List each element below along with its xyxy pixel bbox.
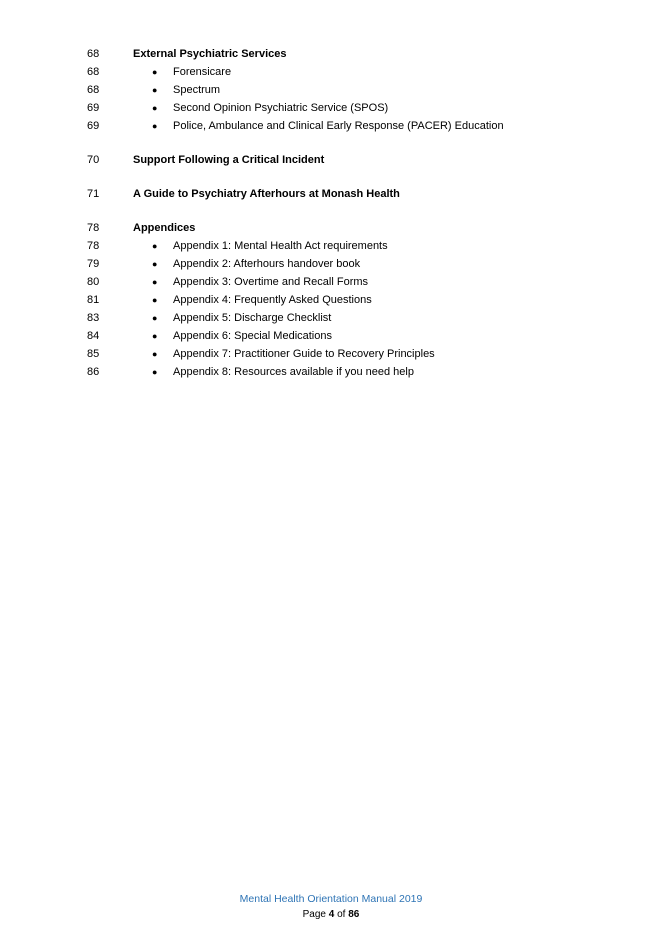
bullet-icon: ● bbox=[152, 349, 158, 359]
toc-page-number: 78 bbox=[87, 222, 100, 234]
toc-item-row bbox=[0, 309, 662, 327]
bullet-icon: ● bbox=[152, 331, 158, 341]
toc-item-label: Appendix 5: Discharge Checklist bbox=[173, 312, 332, 324]
bullet-icon: ● bbox=[152, 367, 158, 377]
toc-section bbox=[0, 151, 662, 169]
page-footer bbox=[0, 892, 662, 922]
toc-section bbox=[0, 185, 662, 203]
toc-item-label: Appendix 6: Special Medications bbox=[173, 330, 332, 342]
toc-item-row bbox=[0, 63, 662, 81]
toc-page-number: 86 bbox=[87, 366, 100, 378]
toc-section-heading: Support Following a Critical Incident bbox=[133, 154, 325, 166]
toc-item-row bbox=[0, 327, 662, 345]
toc-page-number: 68 bbox=[87, 84, 100, 96]
bullet-icon: ● bbox=[152, 295, 158, 305]
bullet-icon: ● bbox=[152, 259, 158, 269]
toc-page-number: 83 bbox=[87, 312, 100, 324]
toc-item-row bbox=[0, 345, 662, 363]
footer-document-title: Mental Health Orientation Manual 2019 bbox=[239, 893, 423, 905]
toc-item-label: Forensicare bbox=[173, 66, 232, 78]
toc-page-number: 85 bbox=[87, 348, 100, 360]
toc-page-number: 70 bbox=[87, 154, 100, 166]
toc-item-label: Appendix 7: Practitioner Guide to Recovery Principles bbox=[173, 348, 435, 360]
bullet-icon: ● bbox=[152, 103, 158, 113]
table-of-contents bbox=[0, 45, 662, 397]
toc-item-label: Appendix 2: Afterhours handover book bbox=[173, 258, 361, 270]
toc-section-heading: A Guide to Psychiatry Afterhours at Monash Health bbox=[133, 188, 400, 200]
toc-item-row bbox=[0, 291, 662, 309]
toc-page-number: 68 bbox=[87, 48, 100, 60]
toc-item-label: Appendix 4: Frequently Asked Questions bbox=[173, 294, 372, 306]
footer-page-prefix: Page bbox=[302, 909, 326, 920]
toc-page-number: 69 bbox=[87, 102, 100, 114]
toc-page-number: 78 bbox=[87, 240, 100, 252]
footer-current-page: 4 bbox=[328, 909, 335, 920]
toc-section-heading: Appendices bbox=[133, 222, 196, 234]
toc-item-row bbox=[0, 273, 662, 291]
toc-item-row bbox=[0, 99, 662, 117]
toc-item-label: Spectrum bbox=[173, 84, 221, 96]
bullet-icon: ● bbox=[152, 313, 158, 323]
toc-item-label: Appendix 8: Resources available if you need help bbox=[173, 366, 414, 378]
toc-heading-row bbox=[0, 185, 662, 203]
toc-item-label: Appendix 3: Overtime and Recall Forms bbox=[173, 276, 369, 288]
toc-page-number: 69 bbox=[87, 120, 100, 132]
toc-item-row bbox=[0, 255, 662, 273]
toc-item-row bbox=[0, 117, 662, 135]
footer-total-pages: 86 bbox=[348, 909, 360, 920]
footer-of-label: of bbox=[337, 909, 346, 920]
toc-item-label: Appendix 1: Mental Health Act requirements bbox=[173, 240, 388, 252]
toc-heading-row bbox=[0, 45, 662, 63]
toc-section-heading: External Psychiatric Services bbox=[133, 48, 287, 60]
toc-item-label: Second Opinion Psychiatric Service (SPOS) bbox=[173, 102, 389, 114]
toc-section bbox=[0, 45, 662, 135]
toc-item-row bbox=[0, 237, 662, 255]
toc-heading-row bbox=[0, 151, 662, 169]
toc-page-number: 71 bbox=[87, 188, 100, 200]
toc-item-row bbox=[0, 363, 662, 381]
toc-page-number: 81 bbox=[87, 294, 100, 306]
bullet-icon: ● bbox=[152, 67, 158, 77]
toc-page-number: 68 bbox=[87, 66, 100, 78]
toc-item-row bbox=[0, 81, 662, 99]
toc-page-number: 84 bbox=[87, 330, 100, 342]
bullet-icon: ● bbox=[152, 85, 158, 95]
toc-heading-row bbox=[0, 219, 662, 237]
toc-page-number: 79 bbox=[87, 258, 100, 270]
bullet-icon: ● bbox=[152, 121, 158, 131]
footer-page-number bbox=[0, 907, 662, 922]
toc-item-label: Police, Ambulance and Clinical Early Response (PACER) Education bbox=[173, 120, 504, 132]
toc-page-number: 80 bbox=[87, 276, 100, 288]
bullet-icon: ● bbox=[152, 277, 158, 287]
bullet-icon: ● bbox=[152, 241, 158, 251]
toc-section bbox=[0, 219, 662, 381]
